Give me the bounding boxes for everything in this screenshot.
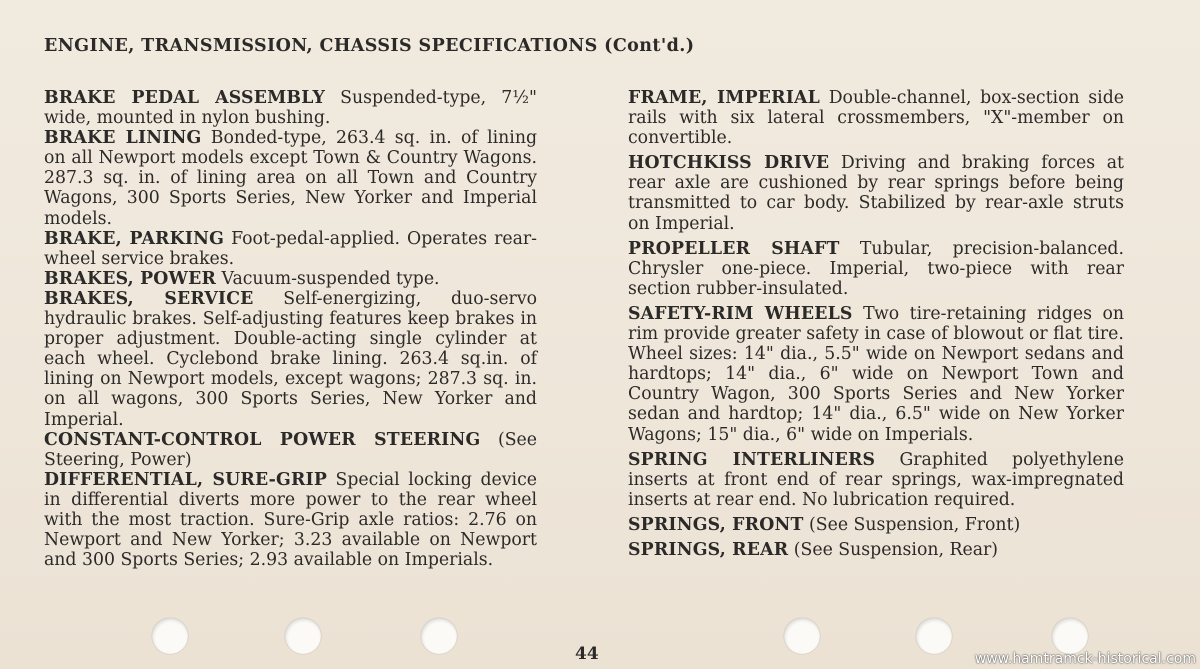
spec-term: BRAKES, SERVICE [44, 288, 254, 309]
spec-text: (See Steering, Power) [44, 429, 538, 470]
spec-text: Double-channel, box-section side rails with six lateral crossmembers, "X"-member on convertible. [628, 88, 1124, 149]
spec-entry-differential-sure-grip [44, 470, 537, 570]
spec-text: Graphited polyethylene inserts at front end of rear springs, wax-impregnated inserts at rear end. No lubrication required. [628, 449, 1124, 510]
spec-text: Two tire-retaining ridges on rim provide greater safety in case of blowout or flat tire. [628, 303, 1124, 345]
spec-entry-spring-interliners [628, 450, 1124, 510]
binder-hole [1052, 618, 1088, 654]
spec-text: Suspended-type, 7½" wide, mounted in nylon bushing. [44, 88, 537, 129]
spec-entry-brake-parking [44, 229, 537, 269]
spec-text: Tubular, precision-balanced. Chrysler one-piece. Imperial, two-piece with rear section rubber-insulated. [628, 238, 1124, 299]
spec-text: Driving and braking forces at rear axle are cushioned by rear springs before being transmitted to car body. Stabilized by rear-axle struts on Imperial. [628, 153, 1124, 234]
spec-entry-springs-front [628, 515, 1124, 535]
spec-text: (See Suspension, Front) [803, 514, 1021, 535]
spec-term: FRAME, IMPERIAL [628, 88, 820, 108]
spec-text: Special locking device in differential diverts more power to the rear wheel with the most traction. Sure-Grip axle ratios: 2.76 on Newport and New Yorker; 3.23 available on Newport and 300 Sports Series; 2.93 available on Imperials. [44, 469, 537, 571]
page-heading: ENGINE, TRANSMISSION, CHASSIS SPECIFICATIONS (Cont'd.) [44, 36, 695, 56]
spec-term: SPRINGS, REAR [628, 539, 789, 560]
website-watermark: www.hamtramck-historical.com [974, 651, 1196, 667]
spec-entry-safety-rim-wheels [628, 304, 1124, 344]
spec-entry-brakes-service [44, 289, 537, 430]
spec-entry-wheel-sizes [628, 344, 1124, 444]
spec-text: Foot-pedal-applied. Operates rear-wheel service brakes. [44, 228, 537, 269]
spec-term: SPRINGS, FRONT [628, 514, 804, 535]
binder-hole [285, 618, 321, 654]
spec-term: BRAKE, PARKING [44, 228, 225, 249]
spec-text: Self-energizing, duo-servo hydraulic brakes. Self-adjusting features keep brakes in proper adjustment. Double-acting single cylinder at each wheel. Cyclebond brake lining. 263.4 sq.in. of lining on Newport models, except wagons; 287.3 sq. in. on all wagons, 300 Sports Series, New Yorker and Imperial. [44, 288, 537, 430]
spec-term: BRAKES, POWER [44, 268, 217, 289]
page-number: 44 [575, 644, 599, 664]
left-column [44, 88, 537, 570]
spec-entry-propeller-shaft [628, 239, 1124, 299]
spec-term: BRAKE PEDAL ASSEMBLY [44, 88, 325, 108]
spec-term: PROPELLER SHAFT [628, 238, 840, 259]
binder-hole [421, 618, 457, 654]
spec-term: SAFETY-RIM WHEELS [628, 303, 853, 324]
binder-hole [916, 618, 952, 654]
spec-term: CONSTANT-CONTROL POWER STEERING [44, 429, 481, 450]
spec-entry-hotchkiss-drive [628, 153, 1124, 233]
spec-entry-brake-pedal-assembly [44, 88, 537, 128]
spec-term: BRAKE LINING [44, 128, 202, 149]
spec-text: (See Suspension, Rear) [788, 539, 999, 560]
spec-entry-brakes-power [44, 269, 537, 289]
spec-entry-frame-imperial [628, 88, 1124, 148]
spec-term: HOTCHKISS DRIVE [628, 153, 830, 174]
spec-text: Vacuum-suspended type. [216, 268, 440, 289]
binder-hole [784, 618, 820, 654]
spec-entry-springs-rear [628, 540, 1124, 560]
spec-term: SPRING INTERLINERS [628, 449, 876, 470]
right-column [628, 88, 1124, 565]
spec-text: Bonded-type, 263.4 sq. in. of lining on all Newport models except Town & Country Wagons. 287.3 sq. in. of lining area on all Town and Country Wagons, 300 Sports Series, New Yorker and Imperial models. [44, 128, 538, 229]
spec-entry-brake-lining [44, 128, 537, 228]
binder-hole [152, 618, 188, 654]
spec-term: DIFFERENTIAL, SURE-GRIP [44, 469, 328, 490]
spec-entry-power-steering [44, 430, 537, 470]
spec-text: Wheel sizes: 14" dia., 5.5" wide on Newport sedans and hardtops; 14" dia., 6" wide on Newport Town and Country Wagon, 300 Sports Series and New Yorker sedan and hardtop; 14" dia., 6.5" wide on New Yorker Wagons; 15" dia., 6" wide on Imperials. [628, 344, 1124, 445]
